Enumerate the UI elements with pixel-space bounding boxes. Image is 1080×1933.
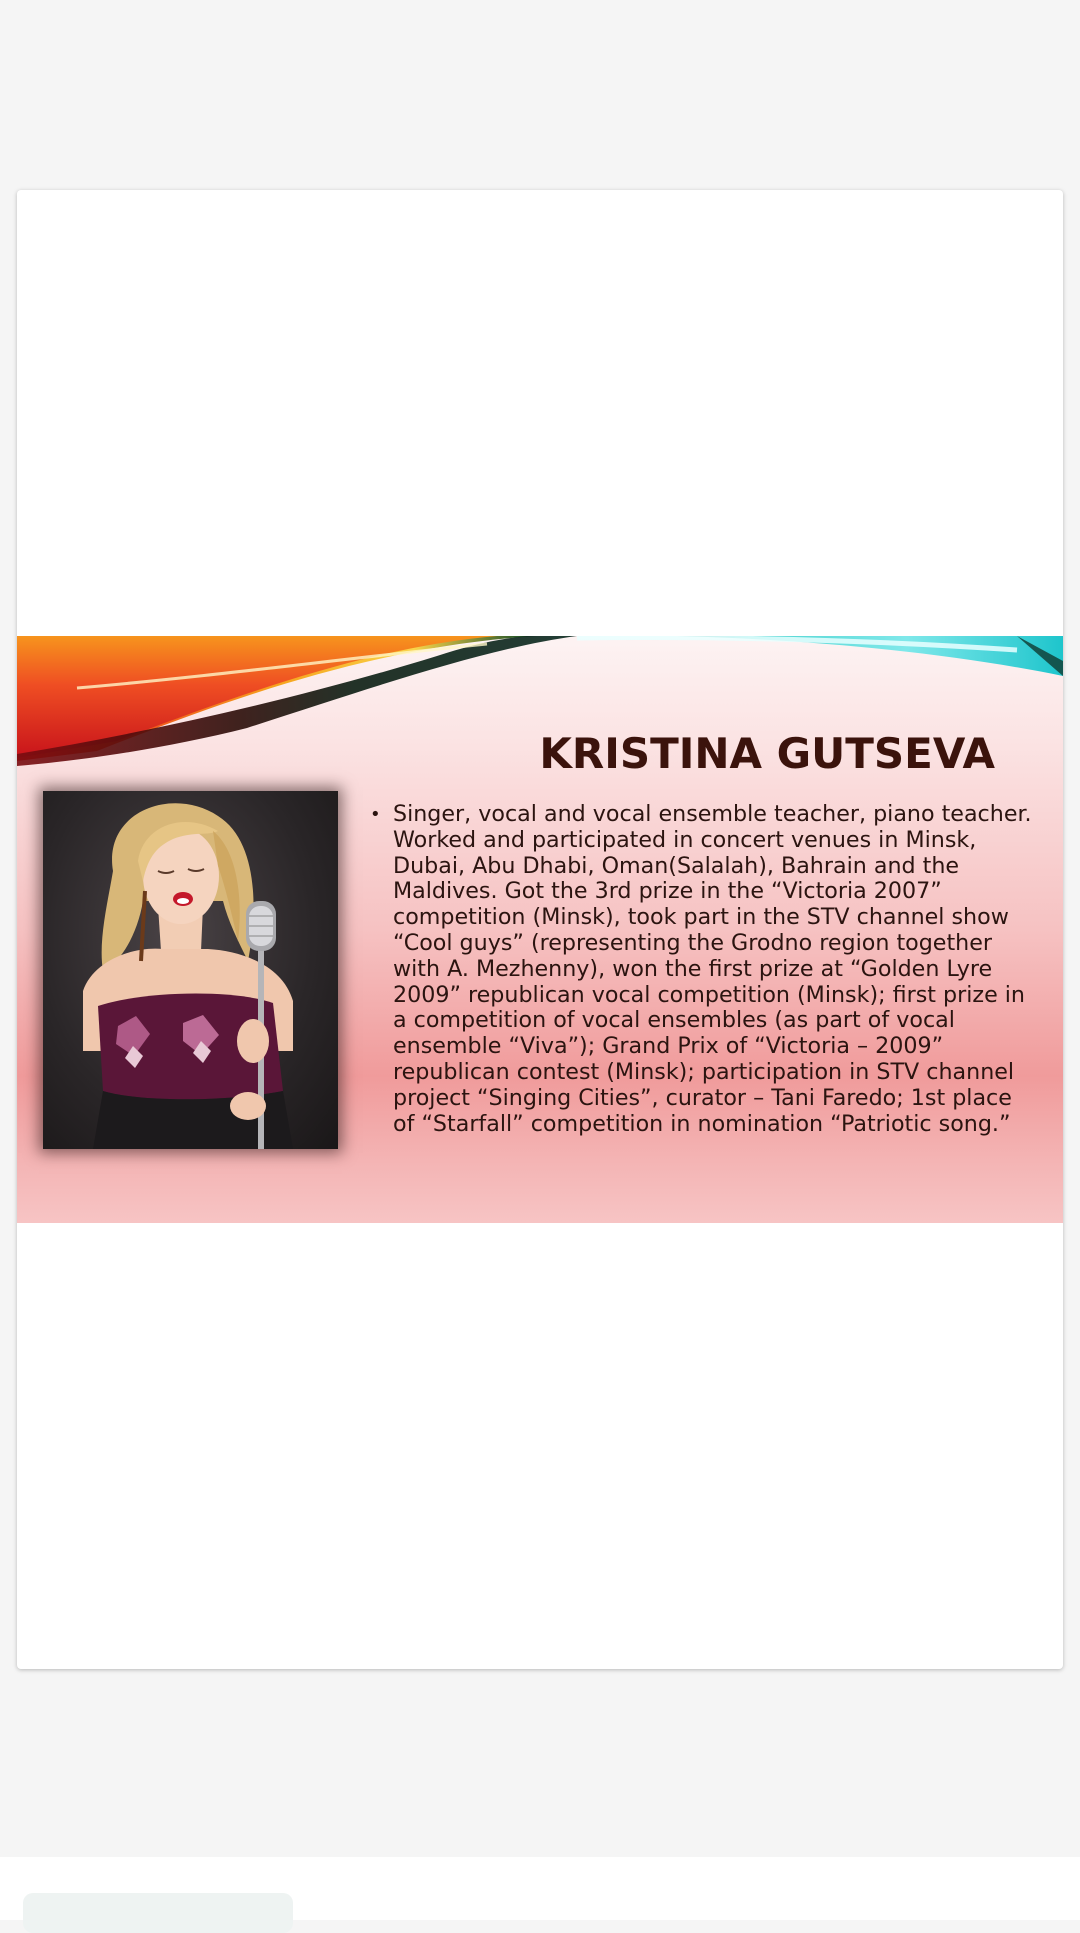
slide-title: KRISTINA GUTSEVA [539, 729, 995, 778]
document-page [17, 190, 1063, 1669]
biography-text: Singer, vocal and vocal ensemble teacher, piano teacher. Worked and participated in concert venues in Minsk, Dubai, Abu Dhabi, Oman(Salalah), Bahrain and the Maldives. Got the 3rd prize in the “Victoria 2007” competition (Minsk), took part in the STV channel show “Cool guys” (representing the Grodno region together with A. Mezhenny), won the first prize at “Golden Lyre 2009” republican vocal competition (Minsk); first prize in a competition of vocal ensembles (as part of vocal ensemble “Viva”); Grand Prix of “Victoria – 2009” republican contest (Minsk); participation in STV channel project “Singing Cities”, curator – Tani Faredo; 1st place of “Starfall” competition in nomination “Patriotic song.” [393, 801, 1032, 1137]
bottom-chip[interactable] [23, 1893, 293, 1933]
singer-illustration [43, 791, 338, 1149]
biography-item [358, 802, 1038, 1137]
bullet-point: • [370, 804, 381, 825]
presentation-slide [17, 636, 1063, 1223]
biography-list [358, 802, 1038, 1137]
singer-photo [43, 791, 338, 1149]
